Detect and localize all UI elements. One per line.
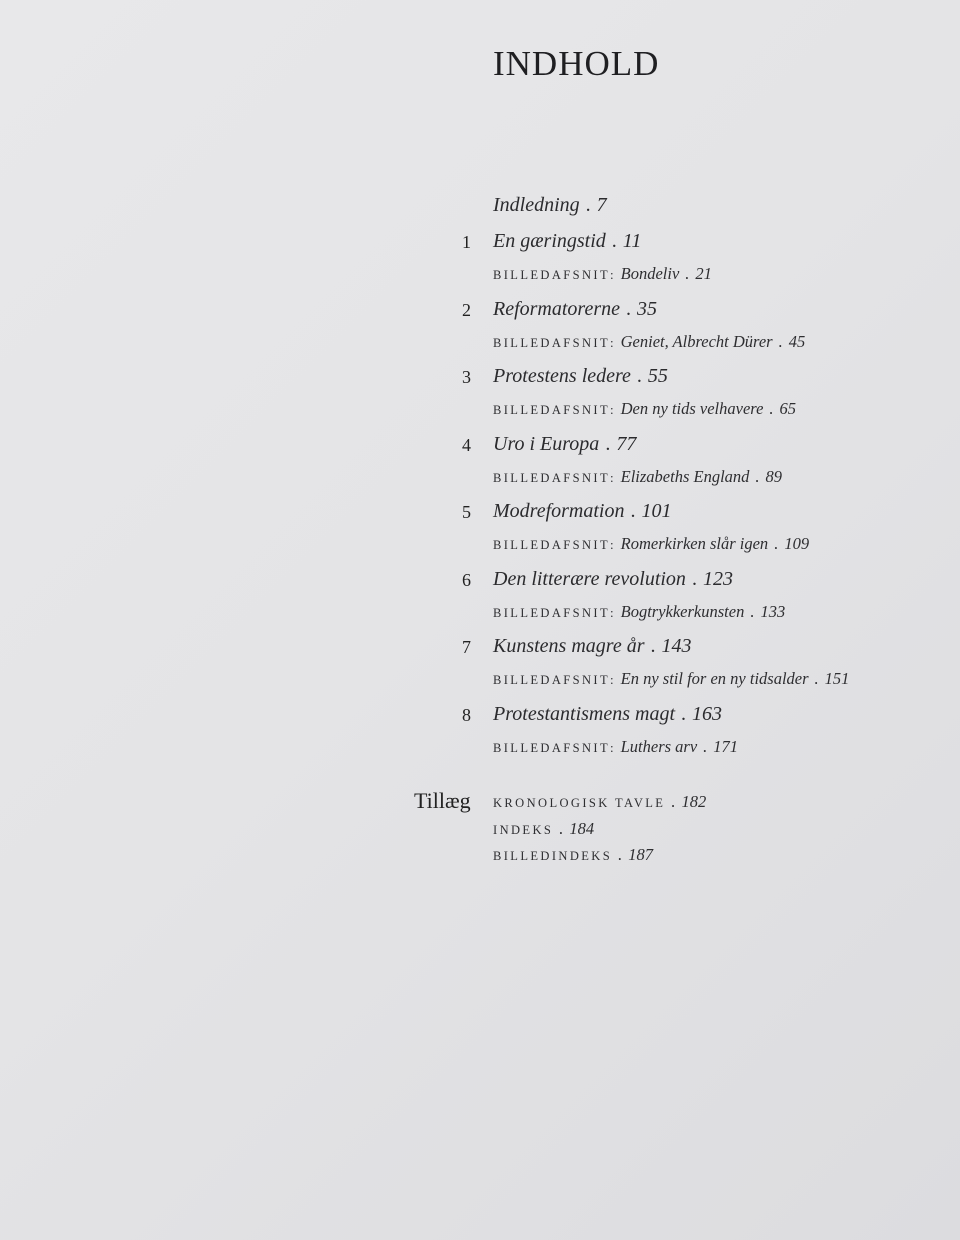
- toc-separator: .: [559, 819, 564, 838]
- chapter-entry[interactable]: [493, 635, 691, 658]
- toc-separator: .: [585, 194, 591, 216]
- toc-separator: .: [650, 635, 656, 657]
- chapter-entry[interactable]: [493, 703, 722, 726]
- picture-section-page: 89: [765, 467, 783, 486]
- picture-section-title: En ny stil for en ny tidsalder: [620, 669, 809, 688]
- chapter-page: 143: [661, 635, 692, 657]
- picture-section-page: 21: [695, 264, 712, 283]
- toc-separator: .: [630, 500, 636, 522]
- picture-section-title: Den ny tids velhavere: [620, 399, 764, 418]
- chapter-title: Protestens ledere: [493, 365, 631, 387]
- chapter-number: 6: [462, 570, 471, 590]
- toc-entry-title: Indledning: [493, 194, 580, 216]
- chapter-page: 101: [641, 500, 672, 522]
- picture-section-label: BILLEDAFSNIT: [493, 606, 610, 620]
- picture-section-title: Bogtrykkerkunsten: [620, 602, 745, 621]
- toc-entry-intro[interactable]: [493, 194, 607, 217]
- picture-section-label: BILLEDAFSNIT: [493, 741, 610, 755]
- picture-section-entry[interactable]: [493, 534, 809, 554]
- toc-separator: .: [750, 602, 755, 621]
- picture-section-title: Luthers arv: [620, 737, 698, 756]
- picture-section-label: BILLEDAFSNIT: [493, 268, 610, 282]
- chapter-page: 35: [637, 298, 658, 320]
- chapter-entry[interactable]: [493, 500, 671, 523]
- picture-section-title: Romerkirken slår igen: [620, 534, 769, 553]
- toc-separator: .: [618, 845, 623, 864]
- label-colon: :: [610, 672, 614, 687]
- appendix-item-page: 182: [681, 792, 707, 811]
- picture-section-entry[interactable]: [493, 737, 738, 757]
- toc-separator: .: [681, 703, 687, 725]
- chapter-title: Uro i Europa: [493, 433, 600, 455]
- picture-section-title: Bondeliv: [620, 264, 680, 283]
- chapter-title: Reformatorerne: [493, 298, 621, 320]
- toc-separator: .: [769, 399, 774, 418]
- toc-separator: .: [774, 534, 779, 553]
- chapter-page: 55: [647, 365, 668, 387]
- label-colon: :: [610, 740, 614, 755]
- toc-entry-page: 7: [596, 194, 607, 216]
- picture-section-label: BILLEDAFSNIT: [493, 471, 610, 485]
- label-colon: :: [610, 537, 614, 552]
- picture-section-page: 171: [713, 737, 739, 756]
- chapter-title: Protestantismens magt: [493, 703, 676, 725]
- label-colon: :: [610, 335, 614, 350]
- picture-section-label: BILLEDAFSNIT: [493, 673, 610, 687]
- picture-section-label: BILLEDAFSNIT: [493, 538, 610, 552]
- picture-section-label: BILLEDAFSNIT: [493, 336, 610, 350]
- chapter-entry[interactable]: [493, 230, 641, 253]
- chapter-number: 2: [462, 300, 471, 320]
- appendix-item-title: BILLEDINDEKS: [493, 849, 613, 863]
- appendix-label: Tillæg: [414, 788, 471, 813]
- label-colon: :: [610, 267, 614, 282]
- picture-section-title: Elizabeths England: [620, 467, 750, 486]
- picture-section-entry[interactable]: [493, 264, 712, 284]
- picture-section-page: 151: [824, 669, 850, 688]
- chapter-entry[interactable]: [493, 568, 733, 591]
- label-colon: :: [610, 605, 614, 620]
- chapter-entry[interactable]: [493, 298, 657, 321]
- chapter-entry[interactable]: [493, 433, 636, 456]
- picture-section-entry[interactable]: [493, 399, 796, 419]
- picture-section-page: 109: [784, 534, 810, 553]
- toc-separator: .: [671, 792, 676, 811]
- picture-section-page: 65: [779, 399, 797, 418]
- chapter-title: Kunstens magre år: [493, 635, 645, 657]
- chapter-page: 11: [622, 230, 642, 252]
- chapter-page: 163: [692, 703, 723, 725]
- appendix-item-title: KRONOLOGISK TAVLE: [493, 796, 666, 810]
- chapter-page: 123: [702, 568, 733, 590]
- chapter-title: Modreformation: [493, 500, 625, 522]
- toc-separator: .: [626, 298, 632, 320]
- toc-separator: .: [685, 264, 690, 283]
- toc-separator: .: [636, 365, 642, 387]
- appendix-item-title: INDEKS: [493, 823, 554, 837]
- picture-section-title: Geniet, Albrecht Dürer: [620, 332, 773, 351]
- picture-section-entry[interactable]: [493, 669, 849, 689]
- chapter-number: 5: [462, 502, 471, 522]
- chapter-number: 8: [462, 705, 471, 725]
- toc-separator: .: [778, 332, 783, 351]
- appendix-item-page: 187: [628, 845, 653, 864]
- page-title: INDHOLD: [493, 44, 660, 83]
- toc-separator: .: [703, 737, 708, 756]
- picture-section-label: BILLEDAFSNIT: [493, 403, 610, 417]
- appendix-item[interactable]: [493, 819, 594, 839]
- chapter-number: 4: [462, 435, 471, 455]
- picture-section-entry[interactable]: [493, 332, 805, 352]
- appendix-item[interactable]: [493, 792, 706, 812]
- picture-section-entry[interactable]: [493, 602, 785, 622]
- picture-section-page: 45: [788, 332, 806, 351]
- picture-section-entry[interactable]: [493, 467, 782, 487]
- appendix-item[interactable]: [493, 845, 653, 865]
- chapter-number: 3: [462, 367, 471, 387]
- toc-separator: .: [691, 568, 697, 590]
- label-colon: :: [610, 470, 614, 485]
- chapter-title: En gæringstid: [493, 230, 606, 252]
- chapter-page: 77: [616, 433, 637, 455]
- picture-section-page: 133: [760, 602, 786, 621]
- chapter-title: Den litterære revolution: [493, 568, 686, 590]
- chapter-number: 1: [462, 232, 471, 252]
- toc-separator: .: [605, 433, 611, 455]
- toc-separator: .: [755, 467, 760, 486]
- label-colon: :: [610, 402, 614, 417]
- toc-separator: .: [611, 230, 617, 252]
- chapter-number: 7: [462, 637, 471, 657]
- chapter-entry[interactable]: [493, 365, 668, 388]
- appendix-item-page: 184: [569, 819, 595, 838]
- toc-separator: .: [814, 669, 819, 688]
